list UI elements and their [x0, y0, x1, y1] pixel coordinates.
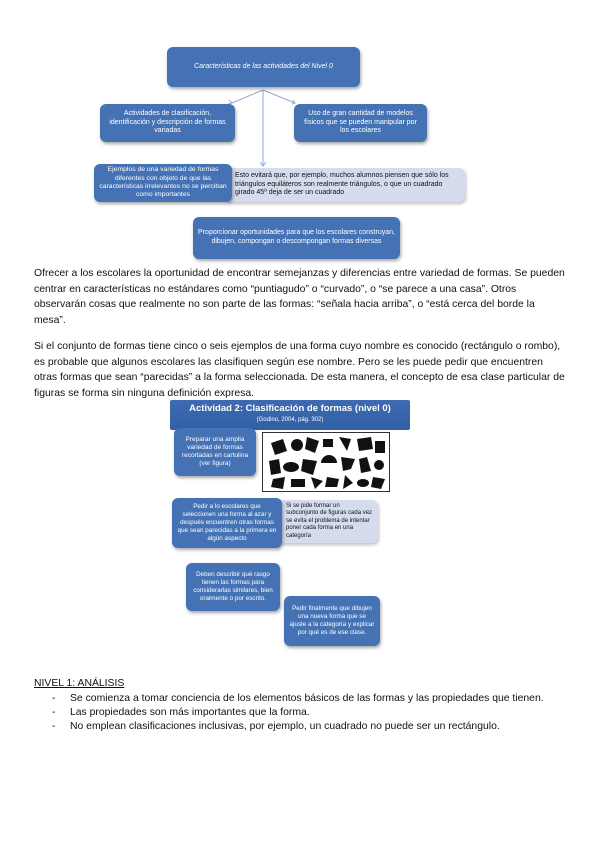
- cutout-shapes-figure: [262, 432, 390, 492]
- diagram2-title: Actividad 2: Clasificación de formas (nivel 0): [189, 403, 391, 414]
- diagram1-box-classification: Actividades de clasificación, identificación y descripción de formas variadas: [100, 104, 235, 142]
- diagram2-note-text: Si se pide formar un subconjunto de figuras cada vez se evita el problema de intentar poner cada forma en una categoría: [286, 502, 373, 539]
- diagram1-note-box: [225, 168, 465, 202]
- list-item: - No emplean clasificaciones inclusivas, por ejemplo, un cuadrado no puede ser un rectángulo.: [50, 720, 570, 734]
- section-list: [50, 692, 570, 734]
- diagram1-box-examples: Ejemplos de una variedad de formas diferentes con objeto de que las características irrelevantes no se perciban como importantes: [94, 164, 232, 202]
- diagram2-step-select: Pedir a lo escolares que seleccionen una forma al azar y después encuentren otras formas que sean parecidas a la primera en algún aspecto: [172, 498, 282, 548]
- list-item: - Se comienza a tomar conciencia de los elementos básicos de las formas y las propiedades que tienen.: [50, 692, 570, 706]
- diagram1-title: Características de las actividades del Nivel 0: [167, 47, 360, 87]
- paragraph-2: Si el conjunto de formas tiene cinco o seis ejemplos de una forma cuyo nombre es conocido (rectángulo o rombo), es probable que algunos escolares las clasifiquen según ese nombre. Pero se les puede pedir que encuentren otras formas que sean “parecidas” a la forma seleccionada. De esta manera, el concepto de esa clase particular de figuras se forma sin ninguna definición expresa.: [34, 341, 565, 399]
- cutout-shapes-illustration: [263, 433, 389, 491]
- section-heading: NIVEL 1: ANÁLISIS: [34, 678, 125, 689]
- diagram2-title-bar: [170, 400, 410, 430]
- list-item: - Las propiedades son más importantes que la forma.: [50, 706, 570, 720]
- diagram2-step-draw: Pedir finalmente que dibujen una nueva forma que se ajuste a la categoría y explicar por qué es de ese clase.: [284, 596, 380, 646]
- diagram1-box-construct: Proporcionar oportunidades para que los escolares construyan, dibujen, compongan o descompongan formas diversas: [193, 217, 400, 259]
- diagram2-source: (Godino, 2004, pág. 302): [256, 417, 324, 423]
- diagram2-step-describe: Deben describir qué rasgo tienen las formas para considerarlas similares, bien oralmente o por escrito.: [186, 563, 280, 611]
- paragraph-1: Ofrecer a los escolares la oportunidad de encontrar semejanzas y diferencias entre variedad de formas. Se pueden centrar en características no estándares como “puntiagudo” o “curvado”, o “se parece a una casa”. Otros observarán cosas que realmente no son parte de las formas: “señala hacia arriba”, o “está cerca del borde la mesa”.: [34, 268, 565, 326]
- diagram2-note-box: [278, 500, 378, 543]
- diagram1-box-models: Uso de gran cantidad de modelos físicos que se pueden manipular por los escolares: [294, 104, 427, 142]
- diagram2-step-prepare: Preparar una amplia variedad de formas recortadas en cartulina (ver figura): [174, 428, 256, 476]
- diagram1-note-text: Esto evitará que, por ejemplo, muchos alumnos piensen que sólo los triángulos equiláteros son realmente triángulos, o que un cuadrado girado 45º deja de ser un cuadrado: [235, 171, 449, 197]
